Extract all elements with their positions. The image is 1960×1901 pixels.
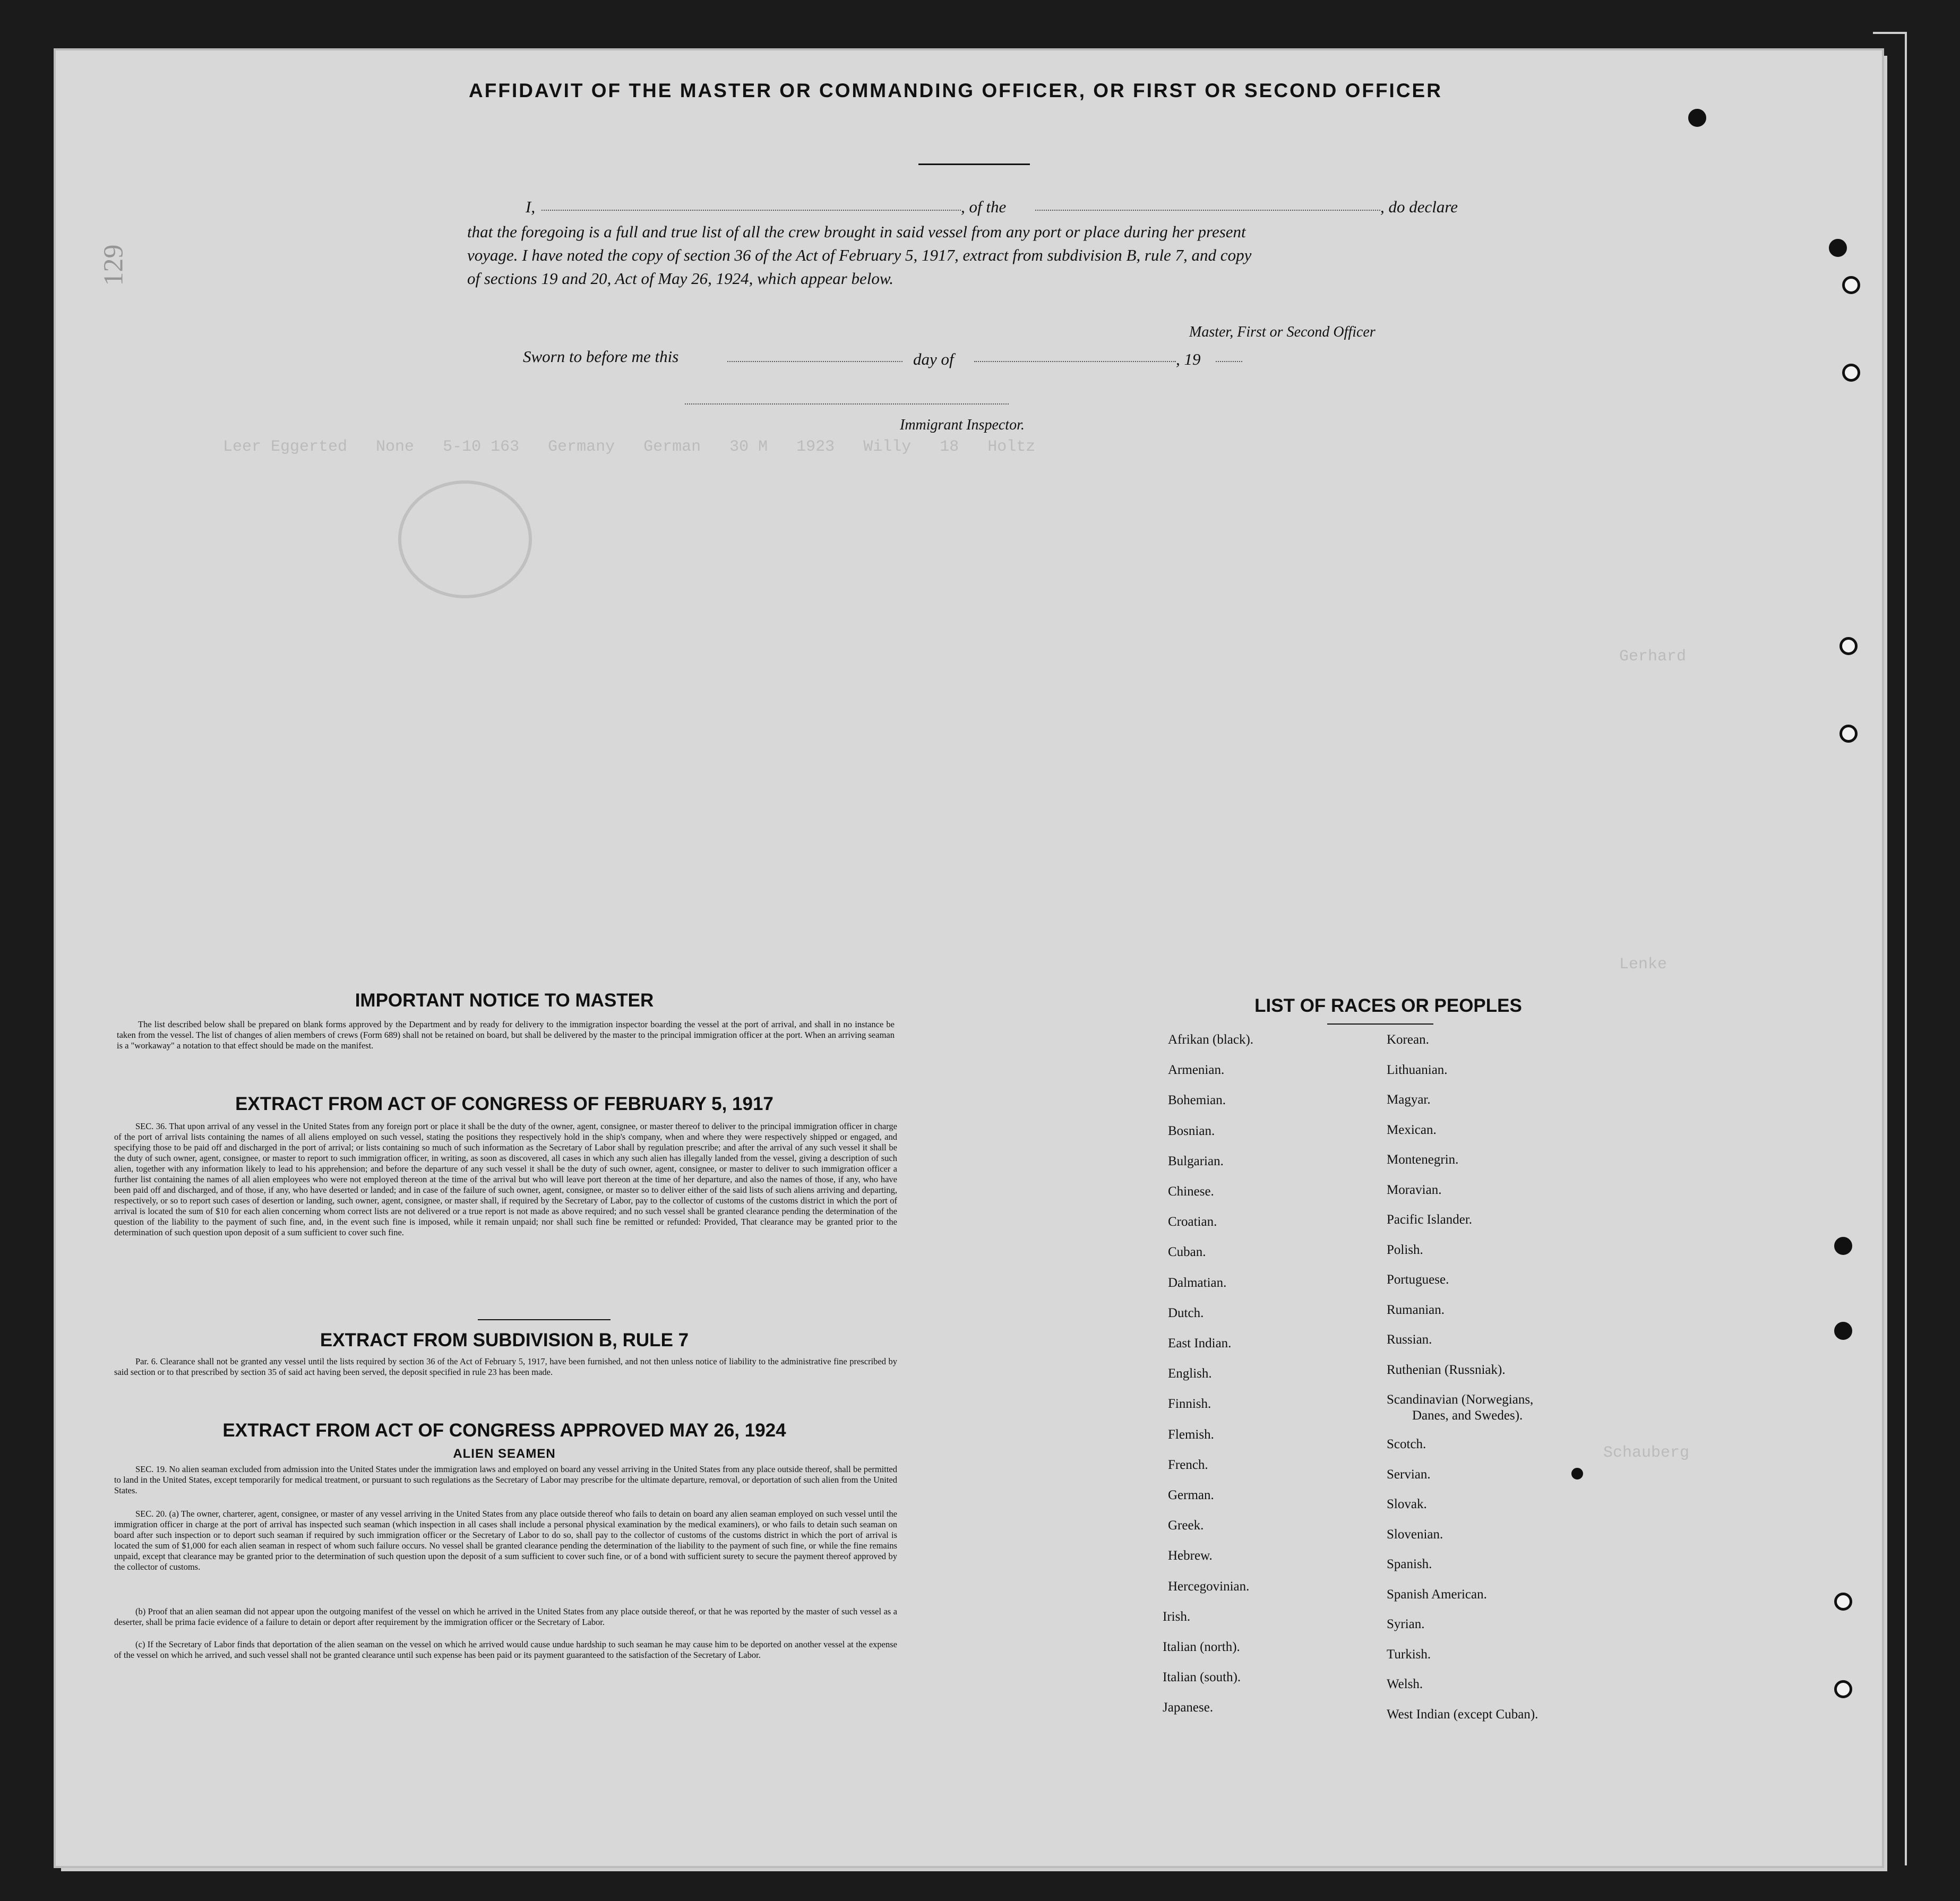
vessel-blank [1035,210,1380,211]
race-item: Hercegovinian. [1168,1579,1250,1594]
race-item: Hebrew. [1168,1549,1213,1563]
rule7-body: Par. 6. Clearance shall not be granted any vessel until the lists required by section 36 of the Act of February 5, 1917, have been furnished, and not then unless notice of liability to the administrative fine prescribed by said section or to that prescribed by section 35 of said act having been served, the deposit specified in rule 23 has been made. [114,1356,897,1377]
rule7-title: EXTRACT FROM SUBDIVISION B, RULE 7 [320,1330,689,1351]
extract-1924-title: EXTRACT FROM ACT OF CONGRESS APPROVED MAY 26, 1924 [222,1420,786,1441]
race-item: Dalmatian. [1168,1275,1227,1290]
notice-title: IMPORTANT NOTICE TO MASTER [355,990,654,1011]
race-item: Moravian. [1387,1182,1442,1197]
race-item: East Indian. [1168,1336,1232,1351]
race-item: Spanish. [1387,1557,1432,1571]
race-item: Bohemian. [1168,1093,1226,1108]
race-item: Chinese. [1168,1184,1214,1199]
sec20c-body: (c) If the Secretary of Labor finds that deportation of the alien seaman on the vessel on which he arrived would cause undue hardship to such seaman he may cause him to be deported on another vessel at the expense of the vessel on which he arrived, and such vessel shall not be granted clearance until such expense has been paid or its payment guaranteed to the satisfaction of the Secretary of Labor. [114,1639,897,1660]
affidavit-title: AFFIDAVIT OF THE MASTER OR COMMANDING OFFICER, OR FIRST OR SECOND OFFICER [469,80,1442,101]
race-item: Turkish. [1387,1647,1431,1662]
race-item: Scandinavian (Norwegians, [1387,1392,1534,1407]
race-item: German. [1168,1488,1214,1502]
race-item: Slovak. [1387,1497,1427,1511]
binder-hole [1839,725,1858,743]
race-item: Syrian. [1387,1617,1425,1631]
notice-body: The list described below shall be prepared on blank forms approved by the Department and by ready for delivery to the immigration inspector boarding the vessel at the port of arrival, and shall in no instance be taken from the vessel. The list of changes of alien members of crews (Form 689) shall not be retained on board, but shall be delivered by the master to the principal immigration officer at the port. When an arriving seaman is a "workaway" a notation to that effect should be made on the manifest. [117,1019,895,1051]
race-item: Korean. [1387,1033,1429,1047]
race-item: Italian (north). [1163,1640,1240,1654]
ink-dot [1571,1468,1583,1479]
faint-bleedthrough-name: Gerhard [1619,648,1687,666]
race-item: Afrikan (black). [1168,1033,1254,1047]
declaration-i: I, [526,197,536,216]
race-item: Montenegrin. [1387,1152,1459,1167]
declaration-declare: , do declare [1380,197,1458,216]
declaration-line-4: of sections 19 and 20, Act of May 26, 1924, which appear below. [467,269,894,288]
extract-1917-title: EXTRACT FROM ACT OF CONGRESS OF FEBRUARY 5, 1917 [235,1094,773,1114]
race-item: Dutch. [1168,1305,1204,1320]
sec20a-body: SEC. 20. (a) The owner, charterer, agent, consignee, or master of any vessel arriving in the United States from any place outside thereof who fails to detain on board any alien seaman employed on such vessel until the immigration officer in charge at the port of arrival has inspected such seaman (which inspection in all cases shall include a personal physical examination by the medical examiners), or who fails to detain such seaman on board after such inspection or to deport such seaman if required by such immigration officer or the Secretary of Labor to do so, shall pay to the collector of customs of the customs district in which the port of arrival is located the sum of $1,000 for each alien seaman in respect of whom such failure occurs. No vessel shall be granted clearance pending the determination of the liability to the payment of such fine, or while the fine remains unpaid, except that clearance may be granted prior to the determination of such question upon the deposit of a sum sufficient to cover such fine, or of a bond with sufficient surety to secure the payment thereof approved by the collector of customs. [114,1509,897,1572]
race-item: Cuban. [1168,1245,1206,1260]
race-item: Greek. [1168,1518,1204,1533]
faint-bleedthrough-row: Leer Eggerted None 5-10 163 Germany German 30 M 1923 Willy 18 Holtz [223,438,1036,456]
document-page [56,50,1882,1866]
race-item: Finnish. [1168,1397,1211,1412]
race-item: Scotch. [1387,1437,1426,1451]
alien-seamen-subtitle: ALIEN SEAMEN [453,1447,556,1461]
binder-hole [1829,239,1847,257]
faint-seal-stamp [398,480,532,598]
binder-hole [1842,276,1860,294]
binder-hole [1839,637,1858,655]
faint-bleedthrough-name: Lenke [1619,956,1667,974]
race-item: Polish. [1387,1242,1423,1257]
day-of-text: day of [913,350,954,368]
race-item: Pacific Islander. [1387,1212,1473,1227]
inspector-label: Immigrant Inspector. [900,417,1025,433]
race-item: English. [1168,1366,1212,1381]
race-item: West Indian (except Cuban). [1387,1707,1538,1722]
declaration-of-the: , of the [961,197,1007,216]
faint-bleedthrough-name: Schauberg [1603,1444,1690,1462]
race-item: Welsh. [1387,1677,1423,1691]
race-item: Portuguese. [1387,1272,1449,1287]
day-blank [727,361,902,362]
year-prefix: , 19 [1176,350,1201,368]
binder-hole [1834,1237,1852,1255]
race-item: Bosnian. [1168,1123,1215,1138]
race-item-continuation: Danes, and Swedes). [1412,1408,1523,1423]
race-item: French. [1168,1457,1208,1472]
binder-hole [1834,1593,1852,1611]
page-edge [1873,32,1907,1865]
race-item: Japanese. [1163,1700,1214,1715]
month-blank [974,361,1176,362]
race-item: Irish. [1163,1609,1191,1624]
binder-hole [1688,109,1706,127]
sec19-body: SEC. 19. No alien seaman excluded from admission into the United States under the immigration laws and employed on board any vessel arriving in the United States from any place outside thereof, shall be permitted to land in the United States, except temporarily for medical treatment, or pursuant to such regulations as the Secretary of Labor may prescribe for the ultimate departure, removal, or deportation of such alien from the United States. [114,1464,897,1495]
section-divider [478,1319,611,1320]
race-item: Lithuanian. [1387,1062,1448,1077]
race-item: Flemish. [1168,1427,1214,1442]
race-item: Armenian. [1168,1063,1225,1078]
race-item: Servian. [1387,1467,1431,1482]
inspector-signature-line [685,403,1009,405]
race-item: Rumanian. [1387,1302,1445,1317]
binder-hole [1834,1322,1852,1340]
race-item: Spanish American. [1387,1587,1487,1602]
title-divider [918,164,1030,165]
binder-hole [1834,1680,1852,1698]
race-item: Slovenian. [1387,1527,1443,1542]
sec20b-body: (b) Proof that an alien seaman did not appear upon the outgoing manifest of the vessel on which he arrived in the United States from any place outside thereof, or that he was reported by the master of such vessel as a deserter, shall be prima facie evidence of a failure to detain or deport after requirement by the immigration officer or the Secretary of Labor. [114,1606,897,1627]
master-signature-label: Master, First or Second Officer [1189,324,1376,340]
declaration-line-3: voyage. I have noted the copy of section 36 of the Act of February 5, 1917, extract from subdivision B, rule 7, and copy [467,246,1252,264]
races-divider [1327,1023,1433,1025]
extract-1917-body: SEC. 36. That upon arrival of any vessel in the United States from any foreign port or place it shall be the duty of the owner, agent, consignee, or master thereof to deliver to the principal immigration officer in charge of the port of arrival lists containing the names of all aliens employed on such vessel, stating the positions they respectively hold in the ship's company, when and where they were respectively shipped or engaged, and specifying those to be paid off and discharged in the port of arrival; or lists containing so much of such information as the Secretary of Labor shall by regulation prescribe; and after the arrival of any such vessel it shall be the duty of such owner, agent, consignee, or master to report to such immigration officer, in writing, as soon as discovered, all cases in which any such alien has illegally landed from the vessel, giving a description of such alien, together with any information likely to lead to his apprehension; and before the departure of any such vessel it shall be the duty of such owner, agent, consignee, or master to deliver to such immigration officer a further list containing the names of all alien employees who were not employed thereon at the time of the arrival but who will leave port thereon at the time of her departure, and also the names of those, if any, who have been paid off and discharged, and of those, if any, who have deserted or landed; and in case of the failure of such owner, agent, consignee, or master so to deliver either of the said lists of such aliens arriving and departing, respectively, or so to report such cases of desertion or landing, such owner, agent, consignee, or master shall, if required by the Secretary of Labor, pay to the collector of customs of the customs district in which the port of arrival is located the sum of $10 for each alien concerning whom correct lists are not delivered or a true report is not made as above required; and no such vessel shall be granted clearance pending the determination of the question of the liability to the payment of such fine, and, in the event such fine is imposed, while it remain unpaid; nor shall such fine be remitted or refunded: Provided, That clearance may be granted prior to the determination of such question upon deposit of a sum sufficient to cover such fine. [114,1121,897,1237]
race-item: Bulgarian. [1168,1154,1224,1168]
races-title: LIST OF RACES OR PEOPLES [1254,995,1522,1016]
race-item: Mexican. [1387,1122,1437,1137]
race-item: Russian. [1387,1332,1432,1347]
race-item: Italian (south). [1163,1670,1241,1685]
binder-hole [1842,364,1860,382]
declaration-line-2: that the foregoing is a full and true list of all the crew brought in said vessel from any port or place during her present [467,222,1246,241]
margin-note: 129 [98,244,129,286]
race-item: Ruthenian (Russniak). [1387,1362,1506,1377]
sworn-text: Sworn to before me this [523,347,679,366]
race-item: Croatian. [1168,1215,1217,1229]
year-blank [1216,361,1242,362]
race-item: Magyar. [1387,1093,1431,1107]
name-blank [541,210,961,211]
